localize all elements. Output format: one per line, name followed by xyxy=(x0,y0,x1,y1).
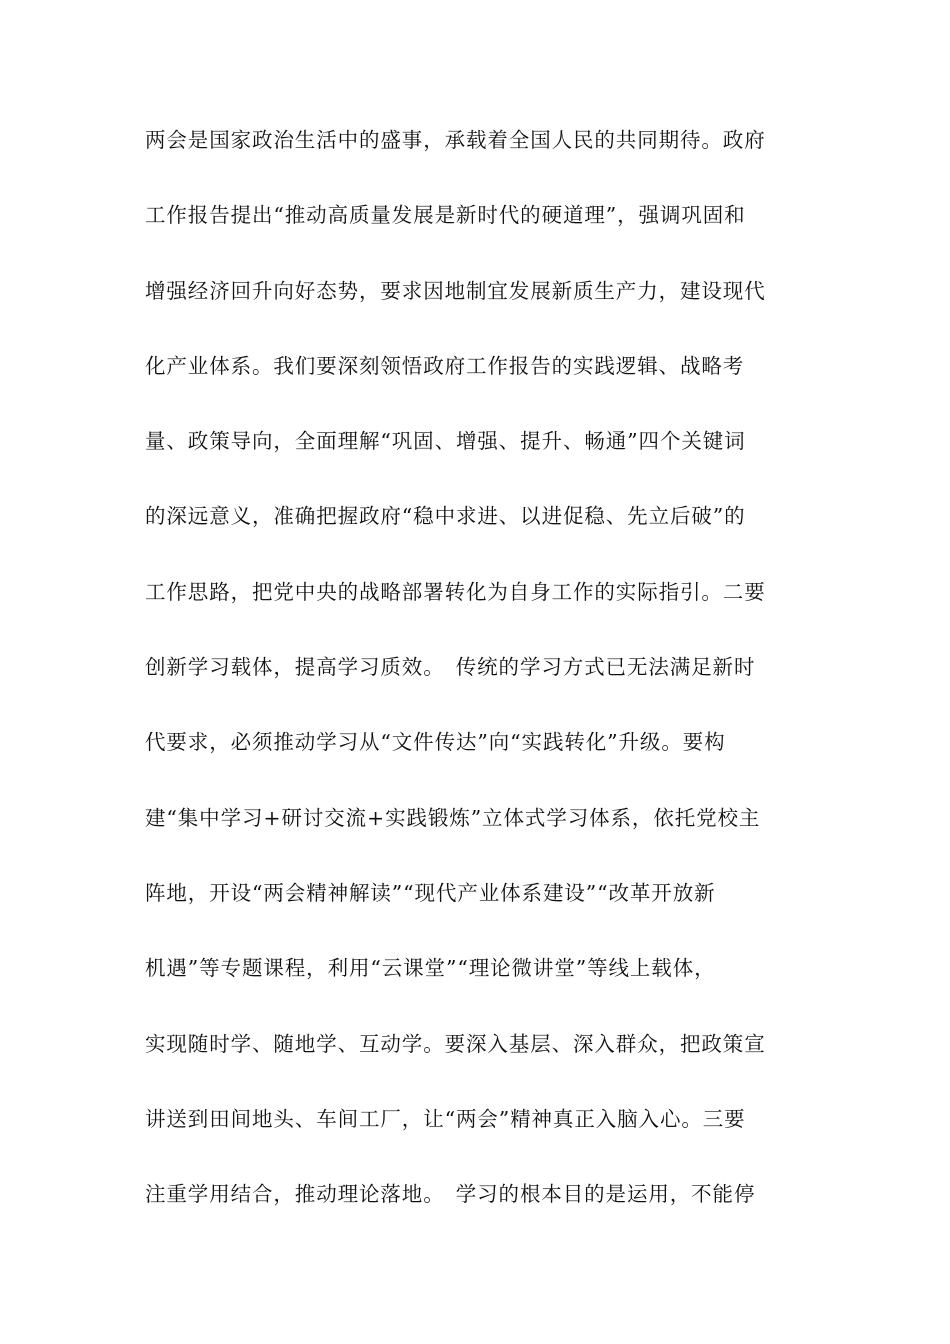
text-line-5: 量、政策导向，全面理解“巩固、增强、提升、畅通”四个关键词 xyxy=(145,429,746,454)
body-text xyxy=(145,122,810,1251)
text-line-10: 建“集中学习+研讨交流+实践锻炼”立体式学习体系，依托党校主 xyxy=(145,805,761,830)
text-line-2: 工作报告提出“推动高质量发展是新时代的硬道理”，强调巩固和 xyxy=(145,203,746,228)
text-line-1: 两会是国家政治生活中的盛事，承载着全国人民的共同期待。政府 xyxy=(145,128,766,152)
text-line-9: 代要求，必须推动学习从“文件传达”向“实践转化”升级。要构 xyxy=(145,730,726,755)
text-line-11: 阵地，开设“两会精神解读”“现代产业体系建设”“改革开放新 xyxy=(145,880,716,905)
text-line-3: 增强经济回升向好态势，要求因地制宜发展新质生产力，建设现代 xyxy=(145,278,766,303)
text-line-15: 注重学用结合，推动理论落地。 学习的根本目的是运用，不能停 xyxy=(145,1182,756,1207)
text-line-14: 讲送到田间地头、车间工厂，让“两会”精神真正入脑入心。三要 xyxy=(145,1106,746,1131)
text-line-12: 机遇”等专题课程，利用“云课堂”“理论微讲堂”等线上载体， xyxy=(145,956,716,981)
text-line-13: 实现随时学、随地学、互动学。要深入基层、深入群众，把政策宣 xyxy=(145,1031,766,1056)
text-line-6: 的深远意义，准确把握政府“稳中求进、以进促稳、先立后破”的 xyxy=(145,504,746,529)
text-line-8: 创新学习载体，提高学习质效。 传统的学习方式已无法满足新时 xyxy=(145,655,756,680)
text-line-4: 化产业体系。我们要深刻领悟政府工作报告的实践逻辑、战略考 xyxy=(145,353,745,378)
text-line-7: 工作思路，把党中央的战略部署转化为自身工作的实际指引。二要 xyxy=(145,579,766,604)
